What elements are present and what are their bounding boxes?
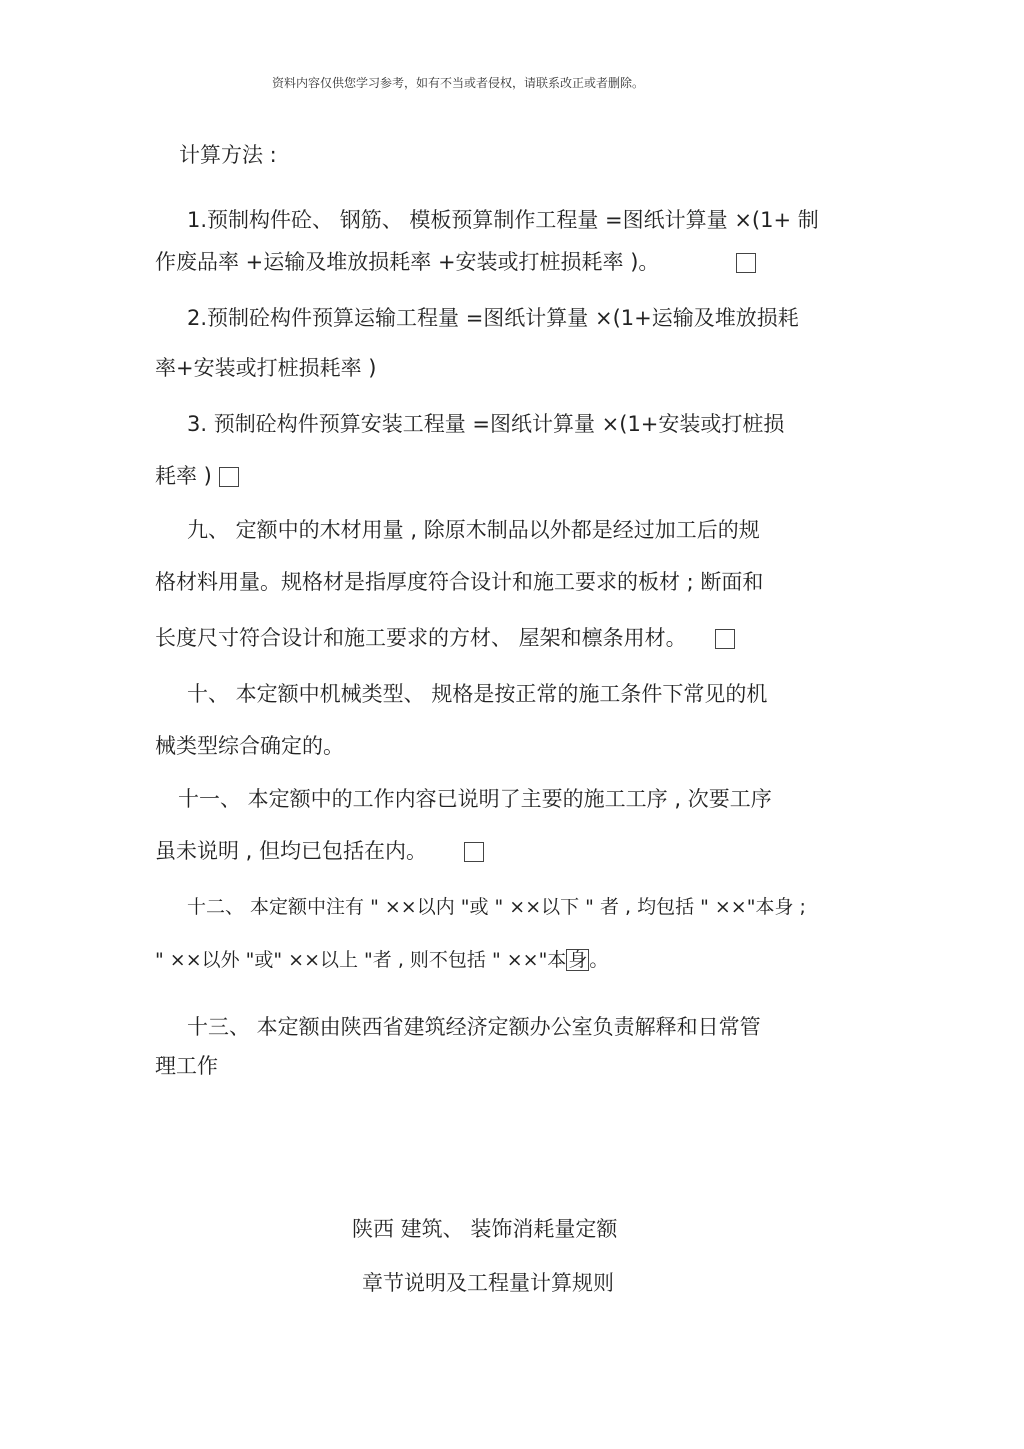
section-11-line-1: 十一、 本定额中的工作内容已说明了主要的施工工序 , 次要工序 [178,787,772,811]
page-header-disclaimer: 资料内容仅供您学习参考，如有不当或者侵权，请联系改正或者删除。 [272,76,645,90]
method-item-1-line-2: 作废品率 +运输及堆放损耗率 +安装或打桩损耗率 )。 [155,250,660,274]
method-item-1-line-2-wrap [155,249,756,275]
method-item-2-line-1: 2.预制砼构件预算运输工程量 =图纸计算量 ×(1+运输及堆放损耗 [187,306,799,330]
method-item-3-line-2-wrap [155,463,239,489]
method-item-3-line-1: 3. 预制砼构件预算安装工程量 =图纸计算量 ×(1+安装或打桩损 [187,412,785,436]
section-12-line-1: 十二、 本定额中注有 " ××以内 "或 " ××以下 " 者 , 均包括 " ××"本身 ; [187,896,806,918]
section-9-line-3: 长度尺寸符合设计和施工要求的方材、 屋架和檩条用材。 [155,626,687,650]
section-13-line-1: 十三、 本定额由陕西省建筑经济定额办公室负责解释和日常管 [187,1015,761,1039]
section-9-line-1: 九、 定额中的木材用量 , 除原木制品以外都是经过加工后的规 [187,518,760,542]
section-12-line-2: " ××以外 "或" ××以上 "者 , 则不包括 " ××"本 [155,949,567,971]
method-title: 计算方法 : [179,143,277,167]
section-13-line-2: 理工作 [155,1054,218,1078]
section-9-line-2: 格材料用量。规格材是指厚度符合设计和施工要求的板材 ; 断面和 [155,570,764,594]
section-10-line-1: 十、 本定额中机械类型、 规格是按正常的施工条件下常见的机 [187,682,768,706]
section-10-line-2: 械类型综合确定的。 [155,734,344,758]
method-item-3-line-2: 耗率 ) [155,464,212,488]
section-12-boxed-char: 身 [568,949,588,971]
section-11-line-2: 虽未说明 , 但均已包括在内。 [155,839,428,863]
method-item-1-line-1: 1.预制构件砼、 钢筋、 模板预算制作工程量 =图纸计算量 ×(1+ 制 [187,208,819,232]
checkbox-icon [736,253,756,273]
checkbox-icon [715,629,735,649]
section-12-line-2-wrap [155,947,608,973]
section-11-line-2-wrap [155,838,484,864]
method-item-2-line-2: 率+安装或打桩损耗率 ) [155,356,377,380]
section-12-line-2-end: 。 [589,949,609,971]
footer-title-1: 陕西 建筑、 装饰消耗量定额 [352,1217,618,1241]
footer-title-2: 章节说明及工程量计算规则 [362,1271,614,1295]
checkbox-icon [219,467,239,487]
section-9-line-3-wrap [155,625,735,651]
checkbox-icon [464,842,484,862]
